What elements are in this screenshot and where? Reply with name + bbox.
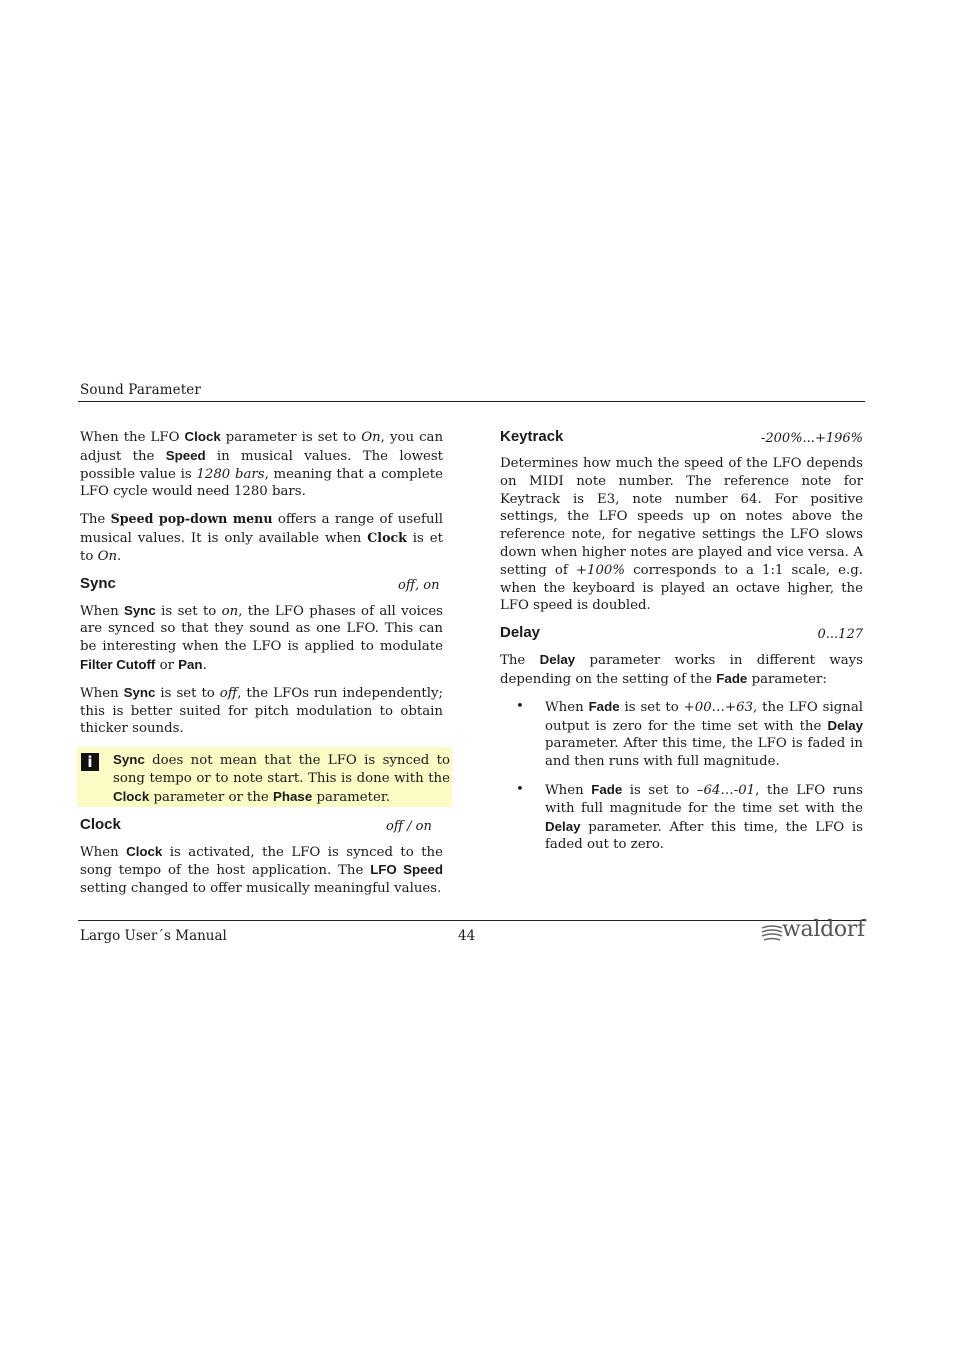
header-rule — [78, 401, 865, 402]
footer-rule — [78, 920, 865, 921]
delay-title: Delay — [500, 624, 541, 642]
page-number: 44 — [458, 928, 476, 944]
section-header: Sound Parameter — [80, 382, 201, 398]
keytrack-heading — [500, 428, 863, 448]
bullet-icon: • — [516, 698, 524, 714]
info-icon: i — [81, 753, 99, 771]
sync-heading — [80, 575, 443, 595]
delay-paragraph: The Delay parameter works in different ways depending on the setting of the Fade parameter: — [500, 652, 864, 687]
list-item — [500, 781, 863, 854]
right-column — [500, 428, 863, 864]
bullet-text: When Fade is set to –64…-01, the LFO runs with full magnitude for the time set with the Delay parameter. After this time, the LFO is faded out to zero. — [545, 781, 864, 853]
speed-menu-paragraph: The Speed pop-down menu offers a range of usefull musical values. It is only available when Clock is et to On. — [80, 511, 444, 564]
list-item — [500, 698, 863, 771]
clock-title: Clock — [80, 815, 121, 833]
clock-paragraph: When Clock is activated, the LFO is synced to the song tempo of the host application. The LFO Speed setting changed to offer musically meaningful values. — [80, 843, 443, 897]
left-column — [80, 428, 450, 907]
keytrack-range: -200%...+196% — [760, 431, 863, 446]
sync-range: off, on — [398, 577, 440, 593]
waldorf-logo-text: waldorf — [782, 917, 865, 942]
keytrack-title: Keytrack — [500, 428, 564, 445]
keytrack-paragraph: Determines how much the speed of the LFO depends on MIDI note number. The reference note for Keytrack is E3, note number 64. For positive settings, the LFO speeds up on notes above the reference note, for negative settings the LFO slows down when higher notes are played and vice versa. A setting of +100% corresponds to a 1:1 scale, e.g. when the keyboard is played an octave higher, the LFO speed is doubled. — [500, 456, 863, 614]
info-note — [77, 747, 452, 806]
bullet-text: When Fade is set to +00…+63, the LFO signal output is zero for the time set with the Delay parameter. After this time, the LFO is faded in and then runs with full magnitude. — [545, 698, 863, 770]
waldorf-logo — [760, 917, 866, 949]
clock-heading — [80, 816, 443, 836]
waldorf-logo-mark-icon — [760, 920, 784, 948]
delay-range: 0...127 — [817, 627, 863, 643]
delay-bullet-list — [500, 698, 863, 854]
info-note-text: Sync does not mean that the LFO is synced to song tempo or to note start. This is done with the Clock parameter or the Phase parameter. — [113, 752, 450, 805]
bullet-icon: • — [516, 781, 524, 797]
manual-title: Largo User´s Manual — [80, 928, 227, 944]
clock-range: off / on — [386, 818, 432, 834]
sync-paragraph-2: When Sync is set to off, the LFOs run independently; this is better suited for pitch modulation to obtain thicker sounds. — [80, 684, 444, 737]
clock-intro-paragraph: When the LFO Clock parameter is set to On, you can adjust the Speed in musical values. The lowest possible value is 1280 bars, meaning that a complete LFO cycle would need 1280 bars. — [80, 429, 444, 500]
delay-heading — [500, 624, 863, 644]
sync-title: Sync — [80, 574, 116, 592]
sync-paragraph-1: When Sync is set to on, the LFO phases of all voices are synced so that they sound as one LFO. This can be interesting when the LFO is applied to modulate Filter Cutoff or Pan. — [80, 602, 444, 673]
